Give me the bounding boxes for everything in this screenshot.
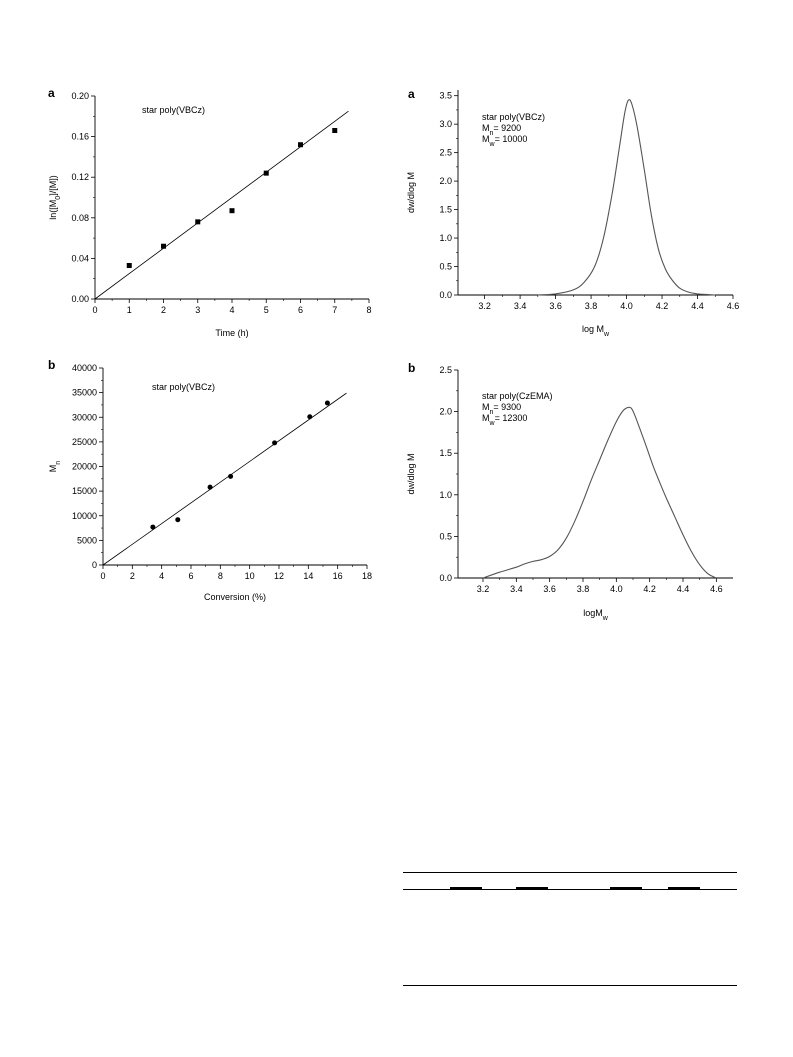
y-tick-label: 2.5 xyxy=(439,147,452,158)
panel-label: b xyxy=(48,358,56,372)
x-tick-label: 4.0 xyxy=(620,301,633,311)
x-tick-label: 3.4 xyxy=(510,584,523,594)
y-tick-label: 0 xyxy=(91,560,97,570)
y-tick-label: 1.5 xyxy=(439,448,452,459)
x-axis-label: Time (h) xyxy=(215,328,249,338)
y-tick-label: 0.0 xyxy=(439,290,452,300)
y-tick-label: 1.5 xyxy=(439,204,452,215)
x-tick-label: 4.4 xyxy=(676,584,690,594)
y-tick-label: 2.0 xyxy=(439,406,452,417)
x-tick-label: 3.8 xyxy=(576,584,590,594)
y-tick-label: 15000 xyxy=(71,486,97,497)
x-tick-label: 0 xyxy=(92,305,98,315)
x-tick-label: 4.2 xyxy=(643,584,656,594)
chart-left-b xyxy=(40,352,385,620)
x-tick-label: 8 xyxy=(217,571,223,581)
y-axis-label: dw/dlog M xyxy=(406,171,416,214)
table-mark xyxy=(610,887,642,889)
y-axis-label: $\ln([M_0]/[M])$ xyxy=(48,175,62,220)
table-top-rule xyxy=(403,872,737,873)
x-axis-label: $\log M_w$ xyxy=(581,324,610,338)
y-tick-label: 2.5 xyxy=(439,365,452,375)
x-tick-label: 3.8 xyxy=(584,301,598,311)
y-tick-label: 1.0 xyxy=(439,233,452,244)
table-mark xyxy=(668,887,700,889)
x-tick-label: 5 xyxy=(263,305,269,315)
annotation-text: star poly(VBCz) xyxy=(152,382,216,392)
chart-left-a xyxy=(40,80,385,348)
y-tick-label: 0.20 xyxy=(71,91,89,101)
data-point xyxy=(175,517,180,522)
chart-right-a xyxy=(400,80,745,360)
y-tick-label: 0.08 xyxy=(71,212,89,223)
y-tick-label: 5000 xyxy=(76,535,97,546)
x-tick-label: 6 xyxy=(297,305,304,315)
y-tick-label: 0.0 xyxy=(439,573,452,583)
x-tick-label: 4.2 xyxy=(655,301,669,311)
table-header-marks xyxy=(403,887,737,890)
x-tick-label: 3.2 xyxy=(478,301,491,311)
annotation-text: star poly(VBCz) xyxy=(142,105,206,115)
x-tick-label: 3 xyxy=(195,305,201,315)
y-tick-label: 0.04 xyxy=(71,253,89,264)
data-point xyxy=(264,171,269,176)
x-tick-label: 16 xyxy=(332,571,343,581)
x-tick-label: 3.4 xyxy=(513,301,527,311)
y-tick-label: 30000 xyxy=(71,412,97,423)
x-tick-label: 3.6 xyxy=(549,301,562,311)
y-tick-label: 20000 xyxy=(71,461,97,472)
x-tick-label: 8 xyxy=(366,305,372,315)
y-tick-label: 2.0 xyxy=(439,176,452,187)
data-point xyxy=(228,474,233,479)
x-axis-label: Conversion (%) xyxy=(203,592,267,602)
data-point xyxy=(195,219,200,224)
annotation-text: star poly(VBCz) xyxy=(482,112,546,122)
y-tick-label: 0.12 xyxy=(71,172,89,183)
y-tick-label: 0.16 xyxy=(71,131,89,142)
table-mark xyxy=(516,887,548,889)
annotation-text: $M_w= 12300$ xyxy=(482,413,528,427)
y-tick-label: 10000 xyxy=(71,510,97,521)
x-tick-label: 1 xyxy=(126,305,132,315)
x-tick-label: 10 xyxy=(244,571,255,581)
data-point xyxy=(161,244,166,249)
y-tick-label: 0.5 xyxy=(439,531,452,542)
y-tick-label: 35000 xyxy=(71,387,97,398)
chart-left-a-svg xyxy=(40,80,385,348)
table-bottom-rule xyxy=(403,985,737,986)
annotation-text: $M_w= 10000$ xyxy=(482,134,528,148)
data-point xyxy=(325,400,330,405)
x-tick-label: 4 xyxy=(159,571,165,581)
annotation-text: $M_n= 9300$ xyxy=(482,402,522,416)
x-tick-label: 6 xyxy=(188,571,194,581)
x-tick-label: 7 xyxy=(332,305,338,315)
data-point xyxy=(230,208,235,213)
x-tick-label: 2 xyxy=(129,571,135,581)
x-tick-label: 14 xyxy=(303,571,314,581)
x-tick-label: 4.6 xyxy=(726,301,740,311)
annotation-text: $M_n= 9200$ xyxy=(482,123,522,137)
panel-label: a xyxy=(48,86,55,100)
x-tick-label: 3.6 xyxy=(543,584,556,594)
fit-line xyxy=(95,111,348,299)
x-tick-label: 4.0 xyxy=(610,584,623,594)
y-tick-label: 40000 xyxy=(71,363,97,373)
data-point xyxy=(150,525,155,530)
y-tick-label: 3.5 xyxy=(439,90,452,101)
panel-label: b xyxy=(408,361,416,375)
x-tick-label: 0 xyxy=(100,571,106,581)
annotation-text: star poly(CzEMA) xyxy=(482,391,553,401)
x-tick-label: 4 xyxy=(229,305,235,315)
x-tick-label: 2 xyxy=(160,305,167,315)
y-tick-label: 0.5 xyxy=(439,261,452,272)
series-line xyxy=(483,407,716,578)
data-point xyxy=(208,485,213,490)
series-line xyxy=(538,100,715,295)
panel-label: a xyxy=(408,87,415,101)
data-point xyxy=(272,440,277,445)
y-axis-label: $M_n$ xyxy=(48,460,62,473)
y-tick-label: 1.0 xyxy=(439,489,452,500)
x-tick-label: 3.2 xyxy=(476,584,490,594)
chart-right-b xyxy=(400,356,745,636)
x-tick-label: 12 xyxy=(273,571,285,581)
x-tick-label: 4.6 xyxy=(710,584,723,594)
data-point xyxy=(332,128,337,133)
y-tick-label: 0.00 xyxy=(71,294,89,304)
y-axis-label: dw/dlog M xyxy=(406,453,416,495)
chart-right-b-svg xyxy=(400,356,745,636)
data-point xyxy=(298,142,303,147)
y-tick-label: 3.0 xyxy=(439,119,452,130)
chart-right-a-svg xyxy=(400,80,745,360)
x-axis-label: logM$_w$ xyxy=(583,608,608,622)
data-point xyxy=(307,414,312,419)
y-tick-label: 25000 xyxy=(71,436,97,447)
x-tick-label: 18 xyxy=(361,571,373,581)
x-tick-label: 4.4 xyxy=(691,301,704,311)
chart-left-b-svg xyxy=(40,352,385,620)
data-point xyxy=(127,263,132,268)
table-mark xyxy=(450,887,482,889)
